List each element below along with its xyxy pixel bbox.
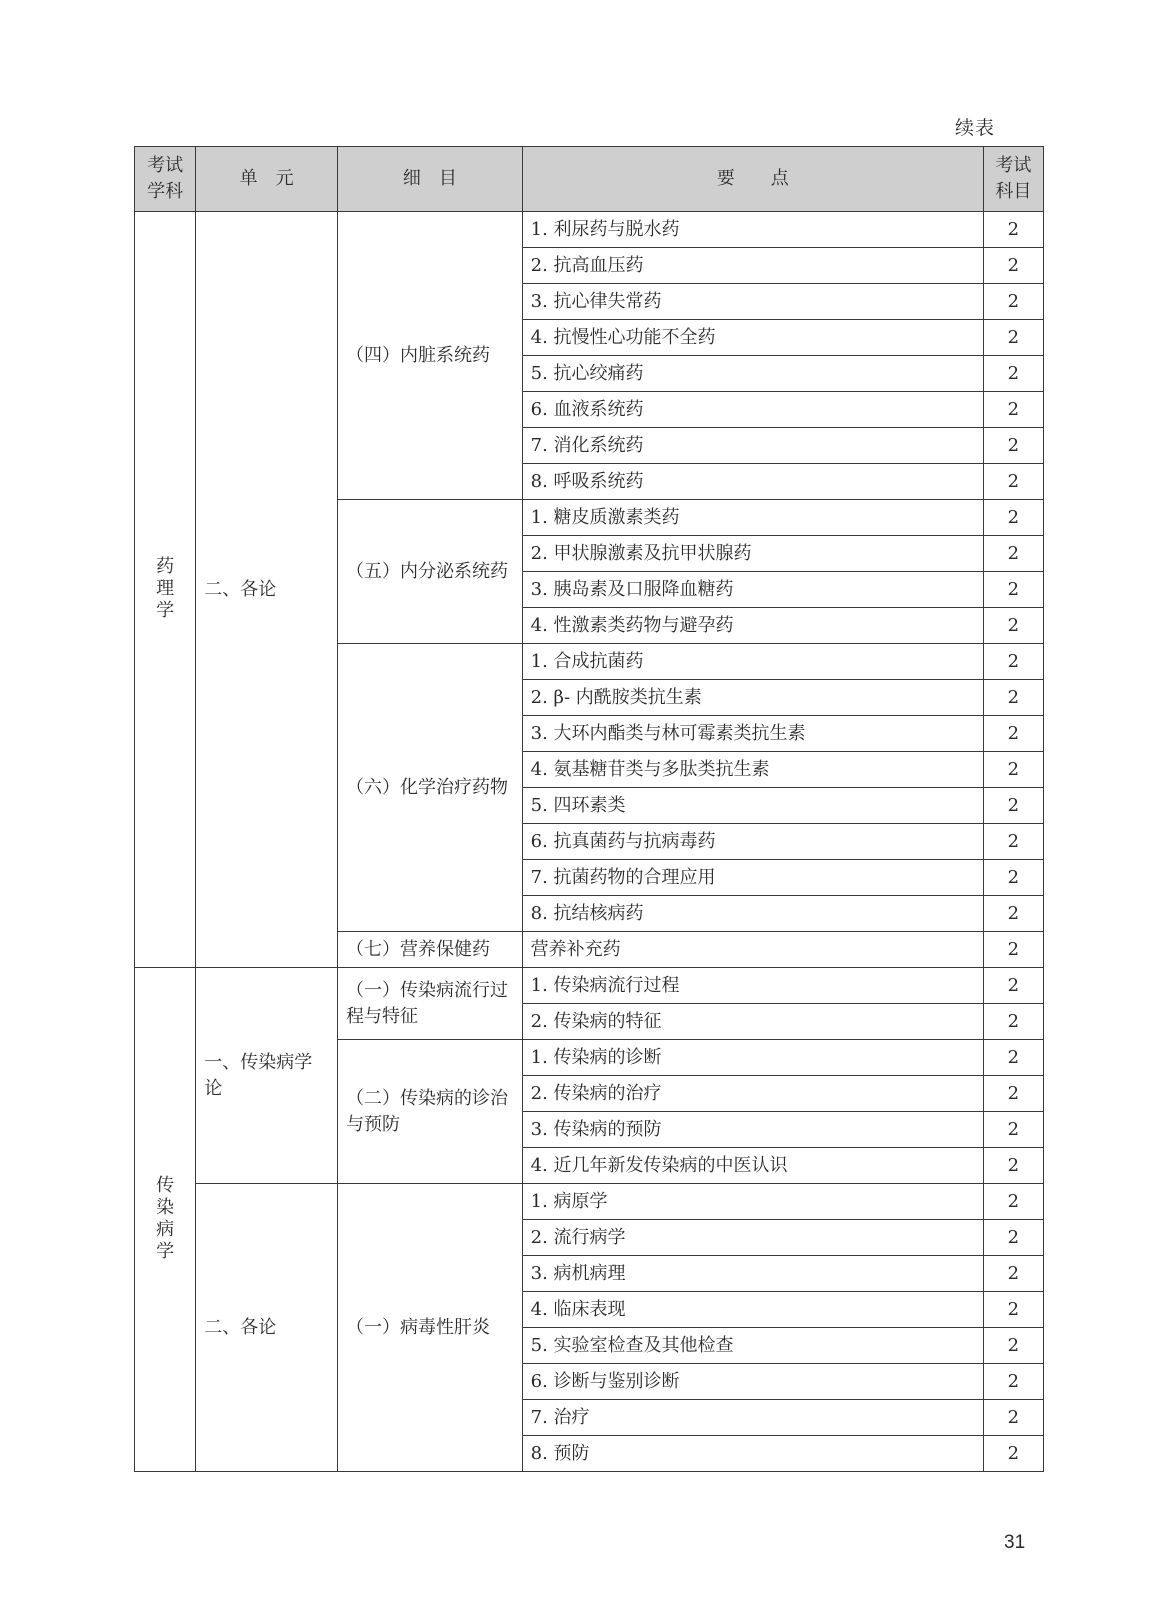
point-cell: 2. β- 内酰胺类抗生素 (522, 680, 983, 716)
code-cell: 2 (983, 1400, 1043, 1436)
header-unit: 单 元 (196, 147, 338, 212)
code-cell: 2 (983, 896, 1043, 932)
code-cell: 2 (983, 1112, 1043, 1148)
code-cell: 2 (983, 932, 1043, 968)
point-cell: 4. 临床表现 (522, 1292, 983, 1328)
code-cell: 2 (983, 248, 1043, 284)
code-cell: 2 (983, 716, 1043, 752)
code-cell: 2 (983, 428, 1043, 464)
code-cell: 2 (983, 1328, 1043, 1364)
code-cell: 2 (983, 752, 1043, 788)
point-cell: 3. 传染病的预防 (522, 1112, 983, 1148)
code-cell: 2 (983, 1220, 1043, 1256)
table-row (135, 968, 1044, 1004)
point-cell: 4. 抗慢性心功能不全药 (522, 320, 983, 356)
point-cell: 8. 抗结核病药 (522, 896, 983, 932)
point-cell: 2. 传染病的特征 (522, 1004, 983, 1040)
code-cell: 2 (983, 680, 1043, 716)
point-cell: 4. 近几年新发传染病的中医认识 (522, 1148, 983, 1184)
point-cell: 1. 合成抗菌药 (522, 644, 983, 680)
code-cell: 2 (983, 1148, 1043, 1184)
table-body (135, 212, 1044, 1472)
table-row (135, 212, 1044, 248)
point-cell: 1. 糖皮质激素类药 (522, 500, 983, 536)
code-cell: 2 (983, 1436, 1043, 1472)
header-detail: 细 目 (338, 147, 523, 212)
syllabus-table (134, 146, 1044, 1472)
code-cell: 2 (983, 1076, 1043, 1112)
page-number: 31 (1004, 1532, 1026, 1553)
detail-cell: （一）病毒性肝炎 (338, 1184, 523, 1472)
point-cell: 营养补充药 (522, 932, 983, 968)
point-cell: 3. 病机病理 (522, 1256, 983, 1292)
point-cell: 3. 胰岛素及口服降血糖药 (522, 572, 983, 608)
point-cell: 7. 治疗 (522, 1400, 983, 1436)
code-cell: 2 (983, 536, 1043, 572)
detail-cell: （六）化学治疗药物 (338, 644, 523, 932)
detail-cell: （四）内脏系统药 (338, 212, 523, 500)
code-cell: 2 (983, 1256, 1043, 1292)
point-cell: 6. 抗真菌药与抗病毒药 (522, 824, 983, 860)
code-cell: 2 (983, 284, 1043, 320)
point-cell: 5. 四环素类 (522, 788, 983, 824)
point-cell: 8. 呼吸系统药 (522, 464, 983, 500)
subject-cell (135, 212, 196, 968)
table-row (135, 1184, 1044, 1220)
code-cell: 2 (983, 1364, 1043, 1400)
point-cell: 7. 消化系统药 (522, 428, 983, 464)
point-cell: 5. 实验室检查及其他检查 (522, 1328, 983, 1364)
detail-cell: （一）传染病流行过程与特征 (338, 968, 523, 1040)
point-cell: 8. 预防 (522, 1436, 983, 1472)
header-code: 考试科目 (983, 147, 1043, 212)
code-cell: 2 (983, 1040, 1043, 1076)
continued-label: 续表 (955, 117, 996, 139)
point-cell: 2. 流行病学 (522, 1220, 983, 1256)
point-cell: 2. 传染病的治疗 (522, 1076, 983, 1112)
detail-cell: （五）内分泌系统药 (338, 500, 523, 644)
header-point: 要 点 (522, 147, 983, 212)
code-cell: 2 (983, 1292, 1043, 1328)
unit-cell: 一、传染病学论 (196, 968, 338, 1184)
code-cell: 2 (983, 1004, 1043, 1040)
code-cell: 2 (983, 788, 1043, 824)
point-cell: 1. 传染病的诊断 (522, 1040, 983, 1076)
code-cell: 2 (983, 464, 1043, 500)
point-cell: 2. 抗高血压药 (522, 248, 983, 284)
point-cell: 3. 大环内酯类与林可霉素类抗生素 (522, 716, 983, 752)
code-cell: 2 (983, 824, 1043, 860)
code-cell: 2 (983, 860, 1043, 896)
point-cell: 1. 传染病流行过程 (522, 968, 983, 1004)
header-row (135, 147, 1044, 212)
point-cell: 2. 甲状腺激素及抗甲状腺药 (522, 536, 983, 572)
point-cell: 7. 抗菌药物的合理应用 (522, 860, 983, 896)
subject-cell (135, 968, 196, 1472)
subject-label: 传染病学 (156, 1174, 175, 1262)
point-cell: 6. 血液系统药 (522, 392, 983, 428)
code-cell: 2 (983, 608, 1043, 644)
code-cell: 2 (983, 392, 1043, 428)
point-cell: 4. 性激素类药物与避孕药 (522, 608, 983, 644)
detail-cell: （二）传染病的诊治与预防 (338, 1040, 523, 1184)
code-cell: 2 (983, 572, 1043, 608)
unit-cell: 二、各论 (196, 212, 338, 968)
point-cell: 3. 抗心律失常药 (522, 284, 983, 320)
code-cell: 2 (983, 968, 1043, 1004)
unit-cell: 二、各论 (196, 1184, 338, 1472)
code-cell: 2 (983, 644, 1043, 680)
point-cell: 4. 氨基糖苷类与多肽类抗生素 (522, 752, 983, 788)
point-cell: 5. 抗心绞痛药 (522, 356, 983, 392)
code-cell: 2 (983, 320, 1043, 356)
point-cell: 1. 病原学 (522, 1184, 983, 1220)
header-subject: 考试学科 (135, 147, 196, 212)
detail-cell: （七）营养保健药 (338, 932, 523, 968)
point-cell: 6. 诊断与鉴别诊断 (522, 1364, 983, 1400)
code-cell: 2 (983, 356, 1043, 392)
subject-label: 药理学 (156, 555, 175, 621)
code-cell: 2 (983, 500, 1043, 536)
code-cell: 2 (983, 212, 1043, 248)
code-cell: 2 (983, 1184, 1043, 1220)
point-cell: 1. 利尿药与脱水药 (522, 212, 983, 248)
